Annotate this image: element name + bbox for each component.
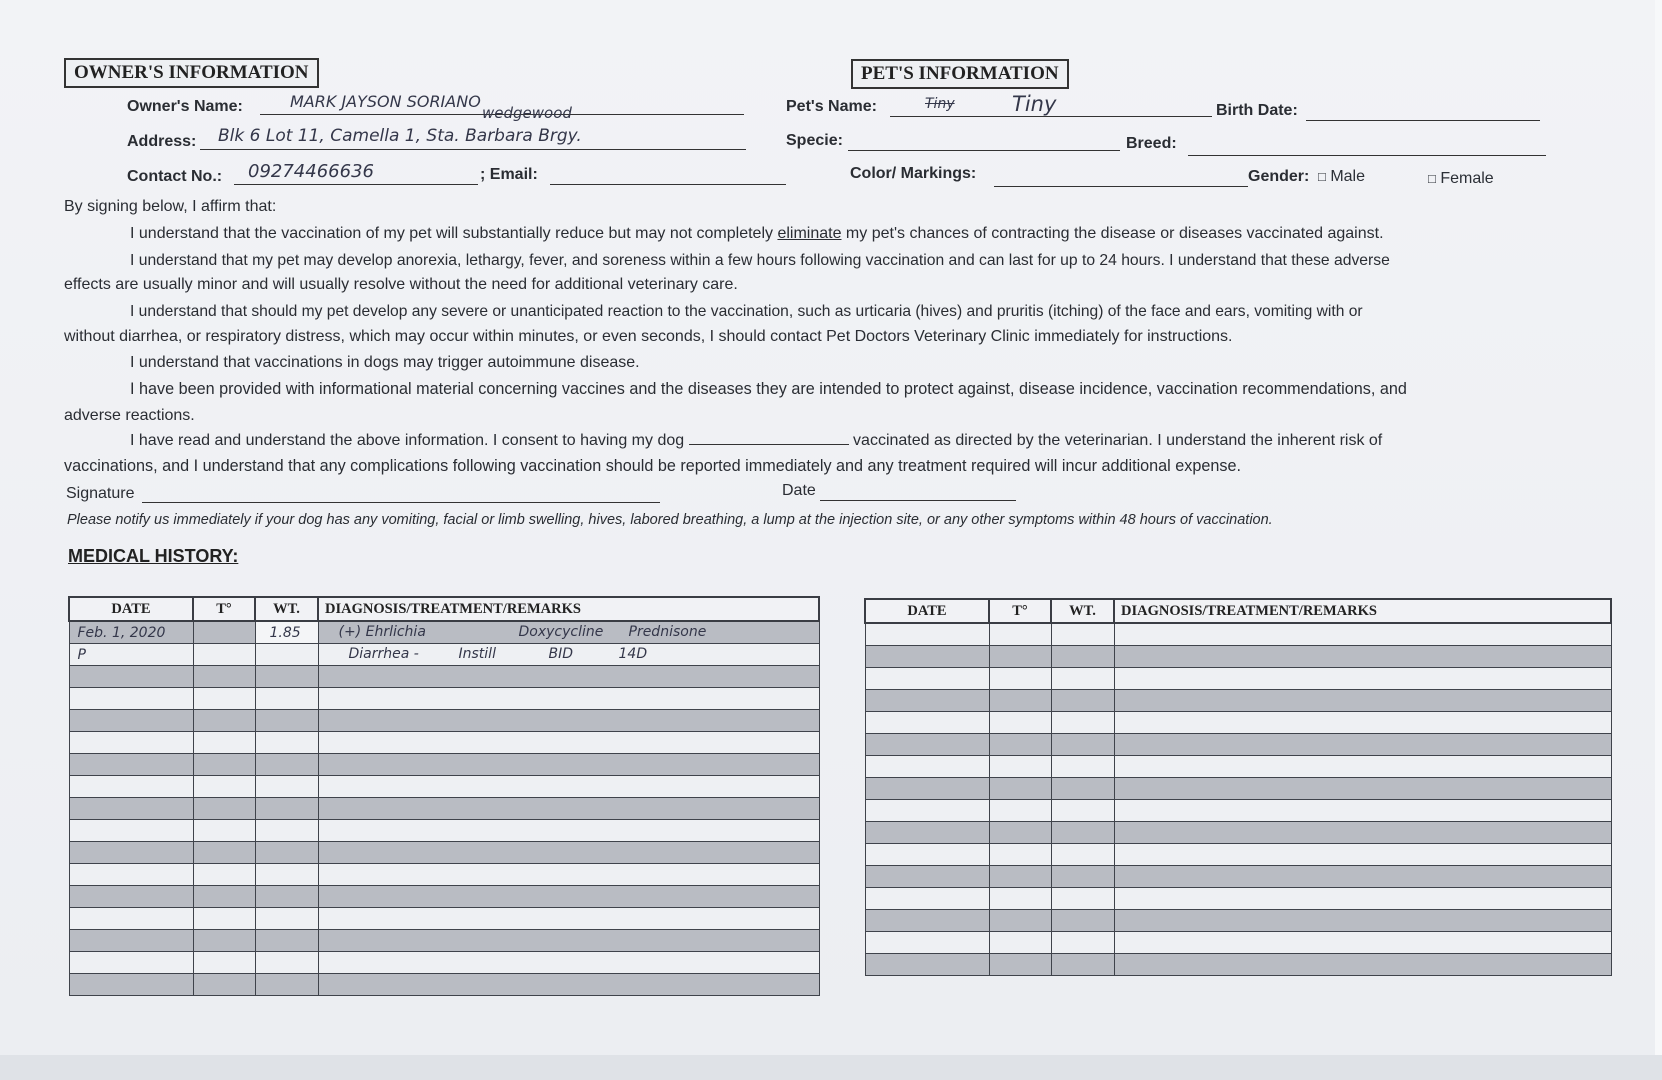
col-remarks: DIAGNOSIS/TREATMENT/REMARKS [318, 597, 819, 621]
col-weight: WT. [1051, 599, 1114, 623]
cell-temp[interactable] [193, 621, 255, 644]
address-line [200, 149, 746, 150]
table-row [865, 888, 1611, 910]
col-temp: T° [193, 597, 255, 621]
table-row [865, 668, 1611, 690]
owner-name-value: MARK JAYSON SORIANO [290, 92, 481, 111]
table-row [865, 844, 1611, 866]
cell-remarks[interactable] [318, 621, 819, 644]
table-row [69, 908, 819, 930]
table-row [69, 974, 819, 996]
consent-intro: By signing below, I affirm that: [64, 198, 277, 215]
cell-remarks[interactable] [318, 644, 819, 666]
table-header-row [69, 597, 819, 621]
cell-weight[interactable] [255, 644, 318, 666]
consent-paragraph-3-line-2: without diarrhea, or respiratory distress, which may occur within minutes, or even seconds, I should contact Pet Doctors Veterinary Clinic immediately for instructions. [64, 328, 1233, 345]
table-row [69, 842, 819, 864]
email-line [550, 184, 786, 185]
table-row [69, 688, 819, 710]
row1-remarks-b: Doxycycline [518, 624, 604, 640]
signature-line[interactable] [142, 502, 660, 503]
table-row [865, 623, 1611, 646]
consent-paragraph-5-line-1: I have been provided with informational material concerning vaccines and the diseases they are intended to protect against, disease incidence, vaccination recommendations, and [130, 380, 1407, 398]
gender-male-option[interactable] [1318, 168, 1365, 186]
female-label: Female [1440, 170, 1494, 187]
table-row [69, 732, 819, 754]
row2-remarks-d: 14D [618, 646, 648, 662]
address-value: Blk 6 Lot 11, Camella 1, Sta. Barbara Brgy. [218, 126, 582, 146]
medical-history-table-right [864, 598, 1612, 976]
pet-name-crossed: Tiny [925, 96, 955, 112]
consent-paragraph-2-line-1: I understand that my pet may develop anorexia, lethargy, fever, and soreness within a few hours following vaccination and can last for up to 24 hours. I understand that these adverse [130, 252, 1390, 269]
male-checkbox[interactable]: □ [1318, 169, 1326, 184]
table-row [865, 954, 1611, 976]
cell-temp[interactable] [193, 644, 255, 666]
date-line[interactable] [820, 500, 1016, 501]
row1-weight: 1.85 [269, 624, 301, 641]
table-row [865, 932, 1611, 954]
table-row [69, 820, 819, 842]
date-label: Date [782, 482, 816, 499]
table-row [865, 690, 1611, 712]
consent-paragraph-5-line-2: adverse reactions. [64, 407, 195, 424]
p1-before: I understand that the vaccination of my pet will substantially reduce but may not completely [130, 225, 778, 242]
cell-date[interactable] [69, 644, 193, 666]
table-row [69, 666, 819, 688]
consent-paragraph-1 [130, 225, 1384, 243]
table-row [69, 952, 819, 974]
medical-history-table-left [68, 596, 820, 996]
notice-text: Please notify us immediately if your dog has any vomiting, facial or limb swelling, hives, labored breathing, a lump at the injection site, or any other symptoms within 48 hours of vaccination. [67, 512, 1273, 528]
consent-paragraph-6-line-2: vaccinations, and I understand that any complications following vaccination should be reported immediately and any treatment required will incur additional expense. [64, 457, 1241, 475]
row2-remarks-c: BID [548, 646, 574, 662]
p1-after: my pet's chances of contracting the disease or diseases vaccinated against. [841, 225, 1384, 242]
contact-line [234, 184, 478, 185]
table-row [69, 776, 819, 798]
col-date: DATE [865, 599, 989, 623]
table-row [865, 646, 1611, 668]
consent-paragraph-3-line-1: I understand that should my pet develop any severe or unanticipated reaction to the vaccination, such as urticaria (hives) and pruritis (itching) of the face and ears, vomiting with or [130, 303, 1363, 320]
table-row [865, 734, 1611, 756]
table-row [865, 712, 1611, 734]
table-row [865, 778, 1611, 800]
female-checkbox[interactable]: □ [1428, 171, 1436, 186]
row2-date: P [77, 646, 86, 663]
owner-info-heading: OWNER'S INFORMATION [64, 58, 319, 88]
table-row [69, 644, 819, 666]
cell-date[interactable] [69, 621, 193, 644]
col-date: DATE [69, 597, 193, 621]
breed-line [1188, 155, 1546, 156]
col-weight: WT. [255, 597, 318, 621]
consent-paragraph-4: I understand that vaccinations in dogs may trigger autoimmune disease. [130, 354, 640, 371]
cell-weight[interactable] [255, 621, 318, 644]
table-row [69, 754, 819, 776]
p6-after: vaccinated as directed by the veterinarian. I understand the inherent risk of [848, 432, 1383, 449]
table-row [865, 910, 1611, 932]
birth-date-line [1306, 120, 1540, 121]
pet-info-heading: PET'S INFORMATION [851, 59, 1069, 89]
pet-name-label: Pet's Name: [786, 98, 877, 115]
dog-name-blank[interactable] [689, 444, 849, 445]
address-label: Address: [127, 133, 197, 150]
table-header-row [865, 599, 1611, 623]
male-label: Male [1330, 168, 1365, 185]
row2-remarks-a: Diarrhea - [348, 646, 419, 662]
specie-line [848, 150, 1120, 151]
contact-value: 09274466636 [248, 161, 374, 182]
table-row [69, 621, 819, 644]
signature-label: Signature [66, 485, 135, 502]
gender-female-option[interactable] [1428, 170, 1494, 188]
scan-bottom-edge [0, 1055, 1662, 1080]
email-label: ; Email: [480, 166, 538, 183]
gender-label: Gender: [1248, 168, 1310, 185]
consent-paragraph-6-line-1 [130, 432, 1382, 450]
table-row [69, 886, 819, 908]
col-temp: T° [989, 599, 1051, 623]
row2-remarks-b: Instill [458, 646, 496, 662]
row1-remarks-a: (+) Ehrlichia [338, 624, 426, 640]
color-markings-label: Color/ Markings: [850, 165, 977, 182]
table-row [865, 800, 1611, 822]
medical-history-title: MEDICAL HISTORY: [68, 546, 239, 566]
col-remarks: DIAGNOSIS/TREATMENT/REMARKS [1114, 599, 1611, 623]
row1-remarks-c: Prednisone [628, 624, 707, 640]
table-row [69, 930, 819, 952]
table-row [69, 798, 819, 820]
table-row [69, 710, 819, 732]
birth-date-label: Birth Date: [1216, 102, 1298, 119]
color-markings-line [994, 186, 1248, 187]
table-row [69, 864, 819, 886]
table-row [865, 756, 1611, 778]
table-row [865, 866, 1611, 888]
owner-name-extra: wedgewood [482, 104, 572, 122]
row1-date: Feb. 1, 2020 [77, 624, 166, 641]
owner-name-label: Owner's Name: [127, 98, 243, 115]
page-edge [1655, 0, 1662, 1080]
consent-paragraph-2-line-2: effects are usually minor and will usually resolve without the need for additional veterinary care. [64, 276, 738, 293]
specie-label: Specie: [786, 132, 843, 149]
pet-name-line [890, 116, 1212, 117]
p1-underlined: eliminate [777, 225, 842, 242]
p6-before: I have read and understand the above information. I consent to having my dog [130, 432, 689, 449]
contact-label: Contact No.: [127, 168, 223, 185]
table-row [865, 822, 1611, 844]
pet-name-value: Tiny [1012, 92, 1057, 116]
breed-label: Breed: [1126, 135, 1177, 152]
